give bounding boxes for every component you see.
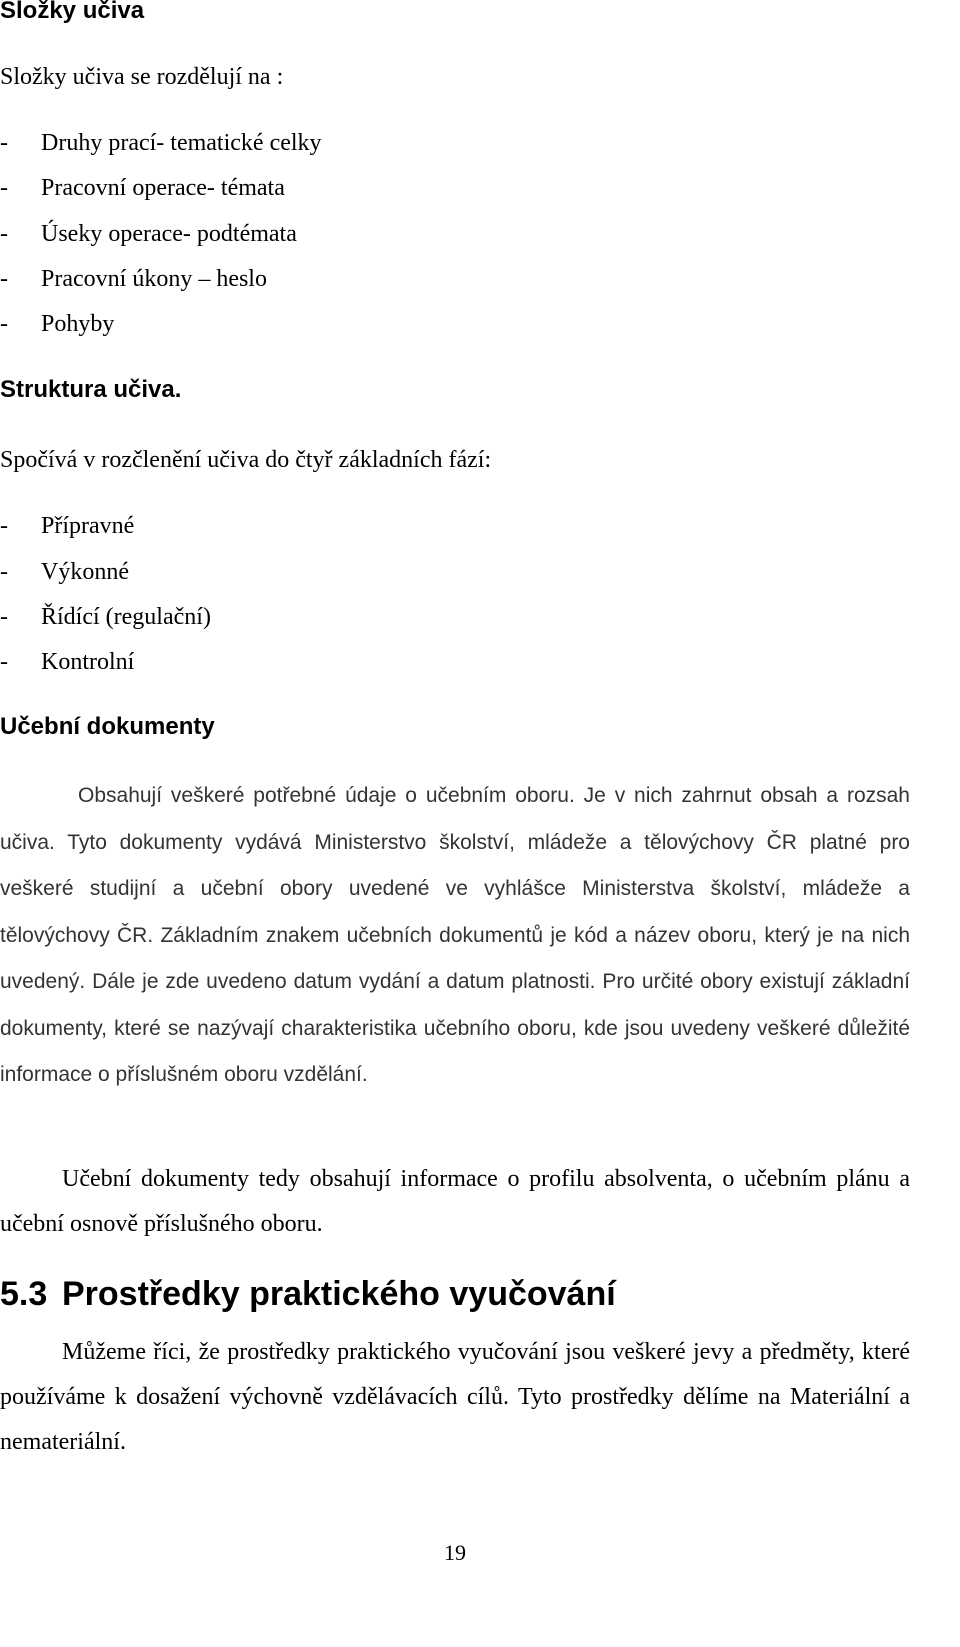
list-item-text: Úseky operace- podtémata [41, 221, 297, 247]
heading-ucebni-dokumenty: Učební dokumenty [0, 713, 215, 740]
list-item-text: Řídící (regulační) [41, 604, 211, 630]
list-dash: - [0, 221, 8, 247]
heading-slozky-uciva: Složky učiva [0, 0, 145, 24]
list-dash: - [0, 513, 8, 539]
intro-slozky-uciva: Složky učiva se rozdělují na : [0, 64, 284, 90]
section-title: Prostředky praktického vyučování [62, 1275, 616, 1313]
list-dash: - [0, 311, 8, 337]
list-item [0, 649, 134, 676]
intro-struktura-uciva: Spočívá v rozčlenění učiva do čtyř základních fází: [0, 447, 492, 473]
list-item [0, 513, 134, 540]
list-item [0, 559, 129, 586]
list-dash: - [0, 604, 8, 630]
paragraph-ucebni-dokumenty-summary: Učební dokumenty tedy obsahují informace o profilu absolventa, o učebním plánu a učební osnově příslušného oboru. [0, 1166, 910, 1237]
list-dash: - [0, 649, 8, 675]
paragraph-prostredky: Můžeme říci, že prostředky praktického vyučování jsou veškeré jevy a předměty, které používáme k dosažení výchovně vzdělávacích cílů. Tyto prostředky dělíme na Materiální a nemateriální. [0, 1339, 910, 1455]
paragraph-ucebni-dokumenty: Obsahují veškeré potřebné údaje o učebním oboru. Je v nich zahrnut obsah a rozsah učiva. Tyto dokumenty vydává Ministerstvo školství, mládeže a tělovýchovy ČR platné pro veškeré studijní a učební obory uvedené ve vyhlášce Ministerstva školství, mládeže a tělovýchovy ČR. Základním znakem učebních dokumentů je kód a název oboru, který je na nich uvedený. Dále je zde uvedeno datum vydání a datum platnosti. Pro určité obory existují základní dokumenty, které se nazývají charakteristika učebního oboru, kde jsou uvedeny veškeré důležité informace o příslušném oboru vzdělání. [0, 784, 910, 1086]
list-item-text: Druhy prací- tematické celky [41, 130, 322, 156]
heading-struktura-uciva: Struktura učiva. [0, 376, 182, 403]
list-dash: - [0, 559, 8, 585]
list-item-text: Kontrolní [41, 649, 135, 675]
list-dash: - [0, 175, 8, 201]
list-item-text: Výkonné [41, 559, 129, 585]
list-item-text: Přípravné [41, 513, 135, 539]
section-heading [0, 1275, 616, 1314]
page-number: 19 [444, 1540, 466, 1565]
list-item-text: Pracovní operace- témata [41, 175, 285, 201]
list-item [0, 130, 322, 157]
list-dash: - [0, 130, 8, 156]
list-item [0, 604, 211, 631]
list-item-text: Pohyby [41, 311, 115, 337]
list-dash: - [0, 266, 8, 292]
list-item-text: Pracovní úkony – heslo [41, 266, 267, 292]
section-number: 5.3 [0, 1275, 48, 1313]
list-item [0, 311, 114, 338]
list-item [0, 175, 285, 202]
list-item [0, 266, 267, 293]
list-item [0, 221, 297, 248]
